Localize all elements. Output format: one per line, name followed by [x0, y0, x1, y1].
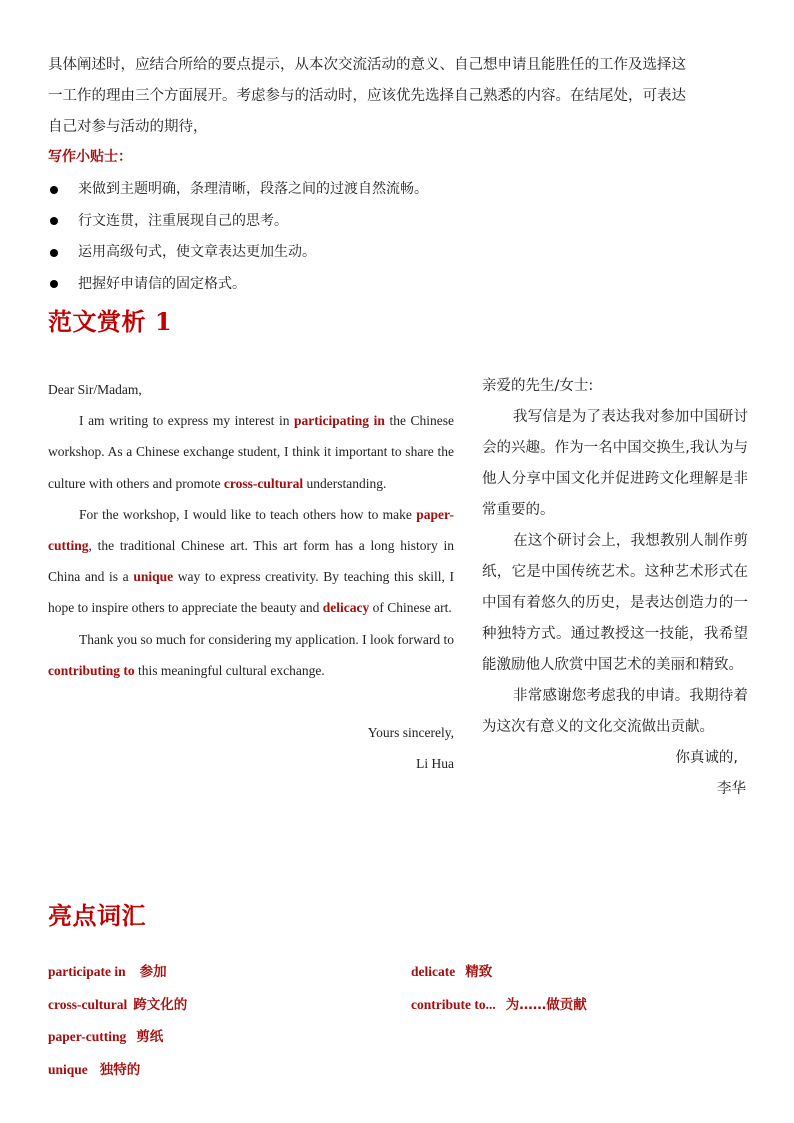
closing: 你真诚的,: [675, 750, 738, 766]
paragraph-3: 非常感谢您考虑我的申请。我期待着为这次有意义的文化交流做出贡献。: [482, 688, 748, 735]
list-item: 来做到主题明确，条理清晰，段落之间的过渡自然流畅。: [48, 174, 428, 206]
paragraph-1: 我写信是为了表达我对参加中国研讨会的兴趣。作为一名中国交换生,我认为与他人分享中国文化并促进跨文化理解是非常重要的。: [482, 409, 748, 518]
vocab-item: cross-cultural 跨文化的: [48, 996, 188, 1013]
vocab-item: paper-cutting 剪纸: [48, 1029, 164, 1045]
vocab-list-right: [411, 956, 587, 1021]
salutation: Dear Sir/Madam,: [48, 382, 142, 397]
tips-title: 写作小贴士：: [48, 149, 132, 165]
salutation: 亲爱的先生/女士:: [482, 378, 594, 394]
closing: Yours sincerely,: [367, 725, 454, 741]
paragraph-3: Thank you so much for considering my application. I look forward to contributing to this meaningful cultural exchange.: [48, 631, 454, 678]
vocab-list-left: [48, 956, 187, 1086]
bullet-icon: [50, 186, 58, 194]
intro-paragraph: [48, 50, 748, 143]
vocab-item: delicate 精致: [411, 964, 493, 980]
intro-line: 一工作的理由三个方面展开。考虑参与的活动时，应该优先选择自己熟悉的内容。在结尾处，可表达: [48, 88, 686, 104]
bullet-icon: [50, 249, 58, 257]
chinese-translation: [482, 371, 748, 805]
bullet-icon: [50, 280, 58, 288]
paragraph-2: For the workshop, I would like to teach others how to make paper-cutting, the traditional Chinese art. This art form has a long history in China and is a unique way to express creativity. By teaching this skill, I hope to inspire others to appreciate the beauty and delicacy of Chinese art.: [48, 506, 454, 616]
signature-name: Li Hua: [416, 756, 454, 772]
section-heading-sample-essay: 范文赏析 1: [48, 307, 173, 336]
intro-line: 自己对参与活动的期待，: [48, 119, 208, 135]
section-heading-vocabulary: 亮点词汇: [48, 901, 146, 930]
english-letter: [48, 374, 454, 779]
intro-line: 具体阐述时，应结合所给的要点提示，从本次交流活动的意义、自己想申请且能胜任的工作及选择这: [48, 57, 686, 73]
vocab-item: contribute to... 为……做贡献: [411, 996, 587, 1013]
tips-list: [48, 174, 428, 300]
list-item: 把握好申请信的固定格式。: [48, 269, 428, 301]
vocab-item: unique 独特的: [48, 1061, 141, 1078]
vocab-item: participate in 参加: [48, 964, 167, 980]
list-item: 运用高级句式，使文章表达更加生动。: [48, 237, 428, 269]
paragraph-2: 在这个研讨会上，我想教别人制作剪纸，它是中国传统艺术。这种艺术形式在中国有着悠久的历史，是表达创造力的一种独特方式。通过教授这一技能，我希望能激励他人欣赏中国艺术的美丽和精致。: [482, 533, 748, 673]
bullet-icon: [50, 217, 58, 225]
list-item: 行文连贯，注重展现自己的思考。: [48, 206, 428, 238]
paragraph-1: I am writing to express my interest in participating in the Chinese workshop. As a Chinese exchange student, I think it important to share the culture with others and promote cross-cultural understanding.: [48, 413, 454, 491]
signature-name: 李华: [717, 781, 746, 797]
